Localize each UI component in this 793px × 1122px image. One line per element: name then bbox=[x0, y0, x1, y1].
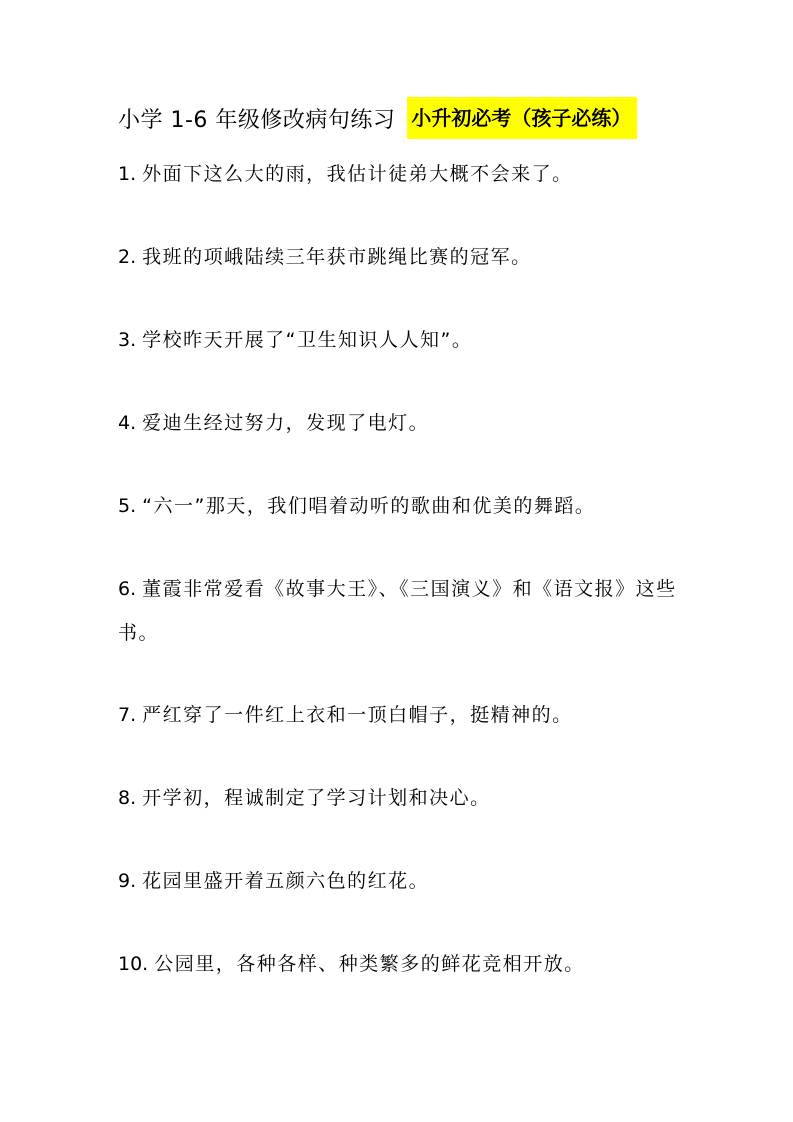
item-text: 爱迪生经过努力，发现了电灯。 bbox=[142, 412, 430, 434]
item-number: 5. bbox=[118, 495, 137, 517]
list-item bbox=[118, 235, 678, 279]
list-item bbox=[118, 567, 678, 655]
item-text: 外面下这么大的雨，我估计徒弟大概不会来了。 bbox=[142, 163, 573, 185]
list-item bbox=[118, 859, 678, 903]
list-item bbox=[118, 152, 678, 196]
list-item bbox=[118, 942, 678, 986]
item-number: 7. bbox=[118, 704, 137, 726]
list-item bbox=[118, 693, 678, 737]
list-item bbox=[118, 484, 678, 528]
item-number: 3. bbox=[118, 329, 137, 351]
title-text: 小学 1-6 年级修改病句练习 bbox=[118, 107, 396, 133]
item-number: 9. bbox=[118, 870, 137, 892]
item-text: 公园里，各种各样、种类繁多的鲜花竞相开放。 bbox=[154, 953, 585, 975]
list-item bbox=[118, 401, 678, 445]
item-text: 董霞非常爱看《故事大王》、《三国演义》和《语文报》这些书。 bbox=[118, 578, 677, 644]
item-text: 我班的项峨陆续三年获市跳绳比赛的冠军。 bbox=[142, 246, 532, 268]
item-text: 开学初，程诚制定了学习计划和决心。 bbox=[142, 787, 491, 809]
item-number: 1. bbox=[118, 163, 137, 185]
page-title bbox=[118, 96, 637, 140]
list-item bbox=[118, 776, 678, 820]
item-text: “六一”那天，我们唱着动听的歌曲和优美的舞蹈。 bbox=[142, 495, 596, 517]
item-number: 10. bbox=[118, 953, 149, 975]
item-number: 4. bbox=[118, 412, 137, 434]
item-number: 6. bbox=[118, 578, 137, 600]
list-item bbox=[118, 318, 678, 362]
item-text: 花园里盛开着五颜六色的红花。 bbox=[142, 870, 430, 892]
title-highlight-text: 小升初必考（孩子必练） bbox=[407, 97, 637, 139]
item-number: 2. bbox=[118, 246, 137, 268]
item-text: 学校昨天开展了“卫生知识人人知”。 bbox=[142, 329, 473, 351]
item-text: 严红穿了一件红上衣和一顶白帽子，挺精神的。 bbox=[142, 704, 573, 726]
item-number: 8. bbox=[118, 787, 137, 809]
